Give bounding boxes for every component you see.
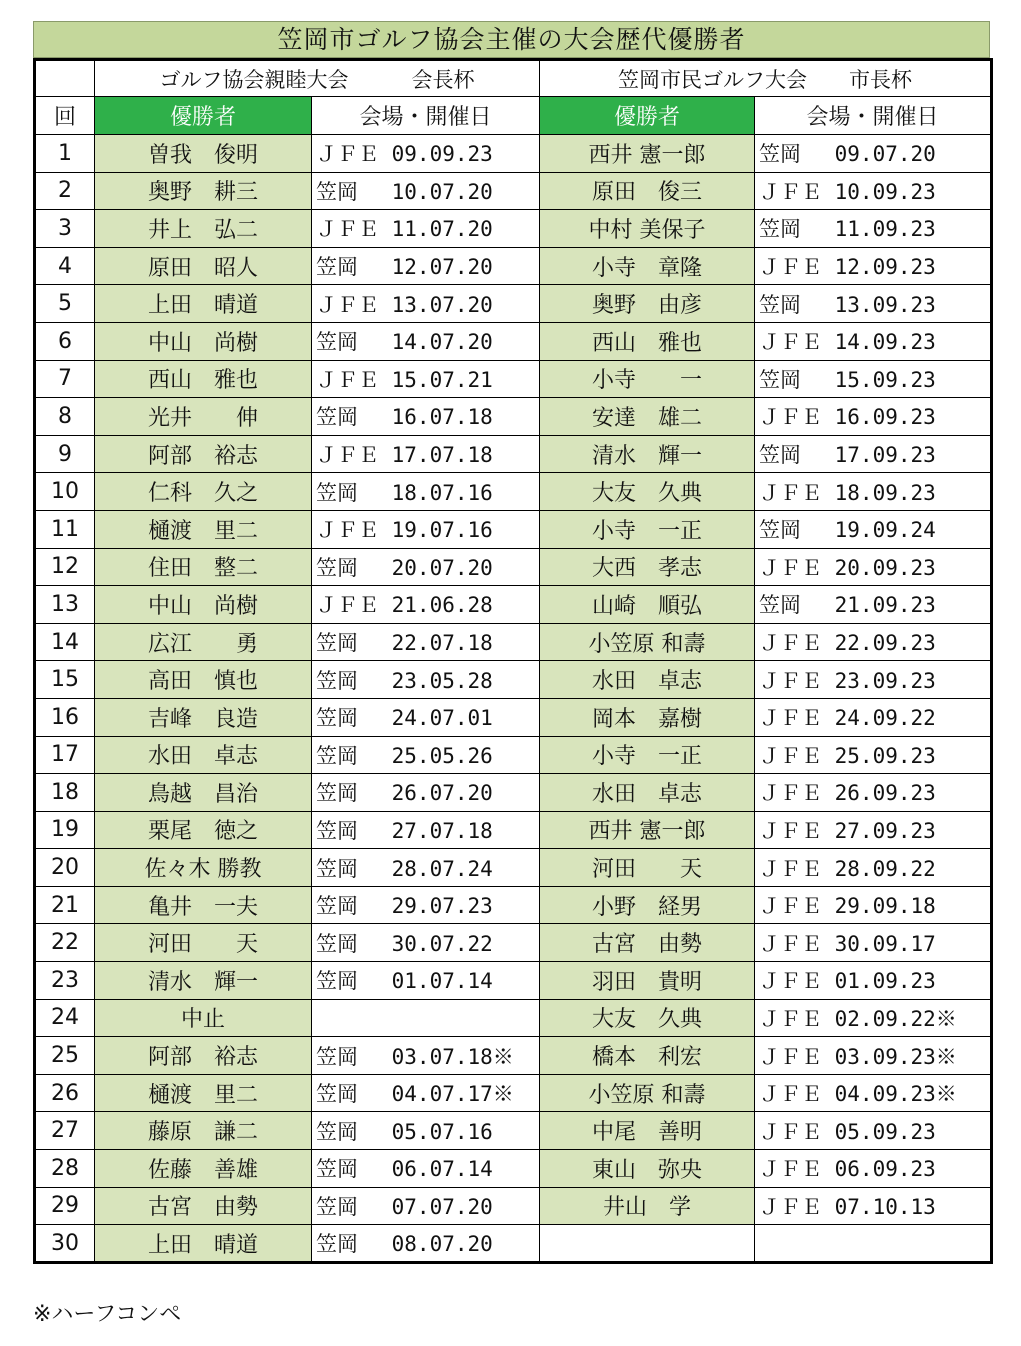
left-winner-name: 住田 整二 <box>95 548 312 586</box>
right-venue-date: ＪＦＥ 02.09.22※ <box>755 999 992 1037</box>
round-number-cell: 17 <box>35 736 95 774</box>
table-row <box>35 1150 992 1188</box>
right-winner-name: 水田 卓志 <box>540 774 755 812</box>
left-venue-date: ＪＦＥ 11.07.20 <box>312 210 540 248</box>
left-venue-date: ＪＦＥ 09.09.23 <box>312 135 540 173</box>
right-venue-date: ＪＦＥ 14.09.23 <box>755 322 992 360</box>
right-winner-name: 大友 久典 <box>540 999 755 1037</box>
table-row <box>35 623 992 661</box>
table-row <box>35 360 992 398</box>
round-number-cell: 24 <box>35 999 95 1037</box>
left-winner-name: 樋渡 里二 <box>95 1074 312 1112</box>
left-venue-date: 笠岡 10.07.20 <box>312 172 540 210</box>
table-row <box>35 210 992 248</box>
left-venue-date: 笠岡 07.07.20 <box>312 1187 540 1225</box>
right-venue-date: ＪＦＥ 20.09.23 <box>755 548 992 586</box>
left-venue-date: 笠岡 24.07.01 <box>312 698 540 736</box>
left-winner-header: 優勝者 <box>95 97 312 135</box>
round-number-cell: 14 <box>35 623 95 661</box>
right-venue-date: ＪＦＥ 30.09.17 <box>755 924 992 962</box>
table-row <box>35 285 992 323</box>
right-winner-name: 小寺 一 <box>540 360 755 398</box>
left-venue-date: 笠岡 29.07.23 <box>312 886 540 924</box>
round-number-cell: 23 <box>35 962 95 1000</box>
left-winner-name: 高田 慎也 <box>95 661 312 699</box>
left-winner-name: 藤原 謙二 <box>95 1112 312 1150</box>
right-winner-name: 羽田 貴明 <box>540 962 755 1000</box>
results-sheet <box>33 21 990 1264</box>
left-venue-date: ＪＦＥ 19.07.16 <box>312 510 540 548</box>
left-event-title: ゴルフ協会親睦大会 会長杯 <box>95 60 540 97</box>
round-number-cell: 11 <box>35 510 95 548</box>
table-row <box>35 1225 992 1263</box>
left-venue-date: 笠岡 16.07.18 <box>312 398 540 436</box>
right-venue-date: 笠岡 13.09.23 <box>755 285 992 323</box>
table-row <box>35 886 992 924</box>
round-number-cell: 26 <box>35 1074 95 1112</box>
footnote: ※ハーフコンペ <box>33 1302 182 1327</box>
right-winner-name: 古宮 由勢 <box>540 924 755 962</box>
right-winner-name: 奥野 由彦 <box>540 285 755 323</box>
table-row <box>35 774 992 812</box>
table-row <box>35 924 992 962</box>
round-number-cell: 30 <box>35 1225 95 1263</box>
right-venue-date: ＪＦＥ 27.09.23 <box>755 811 992 849</box>
table-row <box>35 473 992 511</box>
left-winner-name: 樋渡 里二 <box>95 510 312 548</box>
right-venue-date: ＪＦＥ 12.09.23 <box>755 247 992 285</box>
right-venue-date: 笠岡 11.09.23 <box>755 210 992 248</box>
table-row <box>35 135 992 173</box>
right-winner-name: 岡本 嘉樹 <box>540 698 755 736</box>
left-venue-date: 笠岡 30.07.22 <box>312 924 540 962</box>
round-number-cell: 18 <box>35 774 95 812</box>
left-venue-date: 笠岡 23.05.28 <box>312 661 540 699</box>
table-row <box>35 322 992 360</box>
left-venue-date: 笠岡 08.07.20 <box>312 1225 540 1263</box>
left-winner-name: 亀井 一夫 <box>95 886 312 924</box>
left-venue-date: 笠岡 22.07.18 <box>312 623 540 661</box>
right-winner-name: 山崎 順弘 <box>540 586 755 624</box>
right-venue-date: ＪＦＥ 01.09.23 <box>755 962 992 1000</box>
left-winner-name: 中山 尚樹 <box>95 586 312 624</box>
left-venue-date: 笠岡 20.07.20 <box>312 548 540 586</box>
left-winner-name: 佐々木 勝教 <box>95 849 312 887</box>
table-row <box>35 398 992 436</box>
right-venue-date: ＪＦＥ 16.09.23 <box>755 398 992 436</box>
round-number-cell: 7 <box>35 360 95 398</box>
right-venue-date: ＪＦＥ 03.09.23※ <box>755 1037 992 1075</box>
table-row <box>35 811 992 849</box>
right-winner-name: 小野 経男 <box>540 886 755 924</box>
table-row <box>35 849 992 887</box>
left-venue-date: 笠岡 03.07.18※ <box>312 1037 540 1075</box>
right-winner-name: 西山 雅也 <box>540 322 755 360</box>
left-winner-name: 河田 天 <box>95 924 312 962</box>
right-winner-name: 河田 天 <box>540 849 755 887</box>
right-venue-date: ＪＦＥ 26.09.23 <box>755 774 992 812</box>
column-header-row <box>35 97 992 135</box>
round-number-cell: 15 <box>35 661 95 699</box>
left-winner-name: 広江 勇 <box>95 623 312 661</box>
left-winner-name: 阿部 裕志 <box>95 435 312 473</box>
right-venue-date: ＪＦＥ 25.09.23 <box>755 736 992 774</box>
round-number-cell: 12 <box>35 548 95 586</box>
left-winner-name: 佐藤 善雄 <box>95 1150 312 1188</box>
left-winner-name: 吉峰 良造 <box>95 698 312 736</box>
blank-header-cell <box>35 60 95 97</box>
left-winner-name: 井上 弘二 <box>95 210 312 248</box>
table-row <box>35 999 992 1037</box>
sheet-title: 笠岡市ゴルフ協会主催の大会歴代優勝者 <box>33 21 990 58</box>
left-winner-name: 上田 晴道 <box>95 1225 312 1263</box>
right-winner-name: 東山 弥央 <box>540 1150 755 1188</box>
left-winner-name: 清水 輝一 <box>95 962 312 1000</box>
round-header: 回 <box>35 97 95 135</box>
left-venue-date: 笠岡 05.07.16 <box>312 1112 540 1150</box>
right-venue-date: 笠岡 17.09.23 <box>755 435 992 473</box>
left-venue-date <box>312 999 540 1037</box>
right-venue-date-header: 会場・開催日 <box>755 97 992 135</box>
left-venue-date: 笠岡 18.07.16 <box>312 473 540 511</box>
table-row <box>35 1074 992 1112</box>
right-venue-date: ＪＦＥ 06.09.23 <box>755 1150 992 1188</box>
left-winner-name: 阿部 裕志 <box>95 1037 312 1075</box>
round-number-cell: 5 <box>35 285 95 323</box>
table-row <box>35 172 992 210</box>
table-row <box>35 586 992 624</box>
left-winner-name: 古宮 由勢 <box>95 1187 312 1225</box>
right-venue-date: ＪＦＥ 29.09.18 <box>755 886 992 924</box>
winners-table <box>33 58 993 1264</box>
table-row <box>35 962 992 1000</box>
right-venue-date: ＪＦＥ 05.09.23 <box>755 1112 992 1150</box>
right-venue-date: ＪＦＥ 24.09.22 <box>755 698 992 736</box>
left-winner-name: 西山 雅也 <box>95 360 312 398</box>
right-winner-name: 小寺 一正 <box>540 510 755 548</box>
right-winner-name: 大友 久典 <box>540 473 755 511</box>
table-row <box>35 1112 992 1150</box>
round-number-cell: 25 <box>35 1037 95 1075</box>
round-number-cell: 22 <box>35 924 95 962</box>
left-winner-name: 光井 伸 <box>95 398 312 436</box>
right-winner-name: 橋本 利宏 <box>540 1037 755 1075</box>
left-venue-date: ＪＦＥ 13.07.20 <box>312 285 540 323</box>
left-venue-date: 笠岡 04.07.17※ <box>312 1074 540 1112</box>
right-venue-date: 笠岡 21.09.23 <box>755 586 992 624</box>
right-winner-name: 原田 俊三 <box>540 172 755 210</box>
left-winner-name: 鳥越 昌治 <box>95 774 312 812</box>
table-row <box>35 736 992 774</box>
left-winner-name: 仁科 久之 <box>95 473 312 511</box>
right-winner-name: 西井 憲一郎 <box>540 811 755 849</box>
right-event-title: 笠岡市民ゴルフ大会 市長杯 <box>540 60 992 97</box>
table-row <box>35 247 992 285</box>
right-venue-date: 笠岡 09.07.20 <box>755 135 992 173</box>
round-number-cell: 2 <box>35 172 95 210</box>
right-winner-name: 西井 憲一郎 <box>540 135 755 173</box>
round-number-cell: 9 <box>35 435 95 473</box>
left-venue-date: ＪＦＥ 17.07.18 <box>312 435 540 473</box>
left-winner-name: 栗尾 徳之 <box>95 811 312 849</box>
round-number-cell: 4 <box>35 247 95 285</box>
right-winner-name <box>540 1225 755 1263</box>
left-venue-date: ＪＦＥ 21.06.28 <box>312 586 540 624</box>
right-winner-name: 小笠原 和壽 <box>540 623 755 661</box>
right-winner-name: 中尾 善明 <box>540 1112 755 1150</box>
left-winner-name: 奥野 耕三 <box>95 172 312 210</box>
round-number-cell: 10 <box>35 473 95 511</box>
right-winner-name: 安達 雄二 <box>540 398 755 436</box>
round-number-cell: 27 <box>35 1112 95 1150</box>
table-row <box>35 1037 992 1075</box>
right-winner-name: 清水 輝一 <box>540 435 755 473</box>
left-winner-name: 中止 <box>95 999 312 1037</box>
right-winner-name: 小寺 章隆 <box>540 247 755 285</box>
left-venue-date: 笠岡 14.07.20 <box>312 322 540 360</box>
table-row <box>35 698 992 736</box>
round-number-cell: 19 <box>35 811 95 849</box>
round-number-cell: 1 <box>35 135 95 173</box>
left-venue-date: 笠岡 25.05.26 <box>312 736 540 774</box>
right-venue-date: 笠岡 19.09.24 <box>755 510 992 548</box>
left-winner-name: 原田 昭人 <box>95 247 312 285</box>
right-venue-date: ＪＦＥ 22.09.23 <box>755 623 992 661</box>
round-number-cell: 3 <box>35 210 95 248</box>
right-venue-date: 笠岡 15.09.23 <box>755 360 992 398</box>
left-venue-date: 笠岡 26.07.20 <box>312 774 540 812</box>
right-winner-name: 小笠原 和壽 <box>540 1074 755 1112</box>
right-winner-name: 中村 美保子 <box>540 210 755 248</box>
table-row <box>35 435 992 473</box>
right-venue-date: ＪＦＥ 23.09.23 <box>755 661 992 699</box>
left-venue-date: 笠岡 01.07.14 <box>312 962 540 1000</box>
event-header-row <box>35 60 992 97</box>
right-venue-date: ＪＦＥ 10.09.23 <box>755 172 992 210</box>
left-venue-date: ＪＦＥ 15.07.21 <box>312 360 540 398</box>
right-winner-header: 優勝者 <box>540 97 755 135</box>
round-number-cell: 20 <box>35 849 95 887</box>
left-venue-date: 笠岡 06.07.14 <box>312 1150 540 1188</box>
left-venue-date-header: 会場・開催日 <box>312 97 540 135</box>
right-venue-date: ＪＦＥ 04.09.23※ <box>755 1074 992 1112</box>
round-number-cell: 13 <box>35 586 95 624</box>
round-number-cell: 29 <box>35 1187 95 1225</box>
left-venue-date: 笠岡 12.07.20 <box>312 247 540 285</box>
round-number-cell: 21 <box>35 886 95 924</box>
right-venue-date <box>755 1225 992 1263</box>
round-number-cell: 16 <box>35 698 95 736</box>
left-winner-name: 曽我 俊明 <box>95 135 312 173</box>
table-row <box>35 1187 992 1225</box>
left-venue-date: 笠岡 27.07.18 <box>312 811 540 849</box>
round-number-cell: 6 <box>35 322 95 360</box>
round-number-cell: 28 <box>35 1150 95 1188</box>
table-row <box>35 548 992 586</box>
right-winner-name: 小寺 一正 <box>540 736 755 774</box>
right-venue-date: ＪＦＥ 28.09.22 <box>755 849 992 887</box>
right-venue-date: ＪＦＥ 18.09.23 <box>755 473 992 511</box>
right-venue-date: ＪＦＥ 07.10.13 <box>755 1187 992 1225</box>
right-winner-name: 井山 学 <box>540 1187 755 1225</box>
left-winner-name: 水田 卓志 <box>95 736 312 774</box>
round-number-cell: 8 <box>35 398 95 436</box>
left-venue-date: 笠岡 28.07.24 <box>312 849 540 887</box>
table-row <box>35 661 992 699</box>
left-winner-name: 上田 晴道 <box>95 285 312 323</box>
left-winner-name: 中山 尚樹 <box>95 322 312 360</box>
table-row <box>35 510 992 548</box>
right-winner-name: 大西 孝志 <box>540 548 755 586</box>
right-winner-name: 水田 卓志 <box>540 661 755 699</box>
